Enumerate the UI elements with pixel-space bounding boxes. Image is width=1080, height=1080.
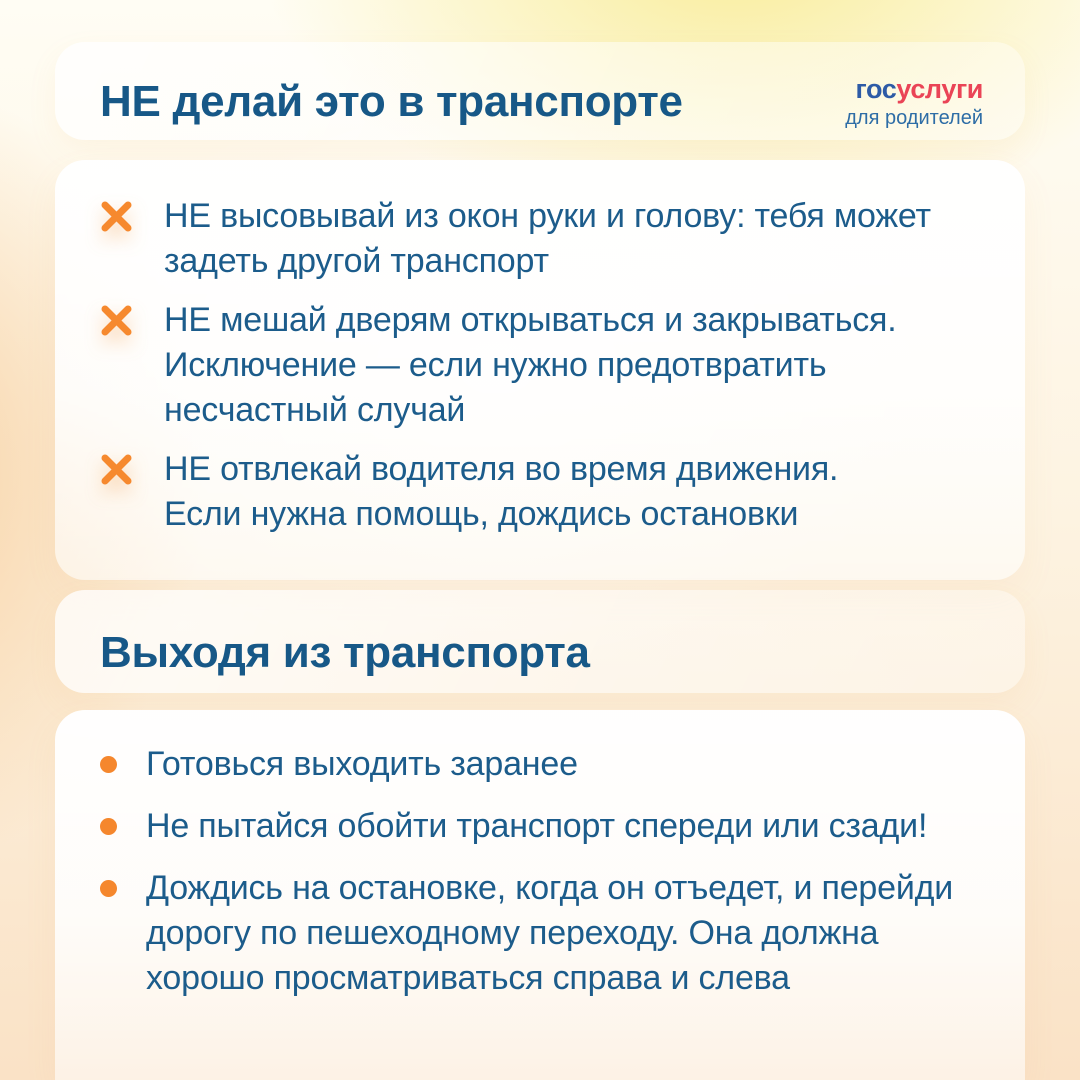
list-item-text [164,298,896,433]
x-icon [98,198,135,235]
page-title: НЕ делай это в транспорте [100,77,683,126]
dont-list-card [55,160,1025,580]
text-line: несчастный случай [164,391,466,429]
text-line: хорошо просматриваться справа и слева [146,959,790,997]
icon-column [98,194,164,240]
list-item [98,298,985,433]
text-line: дорогу по пешеходному переходу. Она должна [146,914,879,952]
logo-part-blue: гос [855,73,897,104]
gosuslugi-logo [845,75,983,130]
text-line: Исключение — если нужно предотвратить [164,346,827,384]
list-item-text [146,804,927,849]
text-line: Если нужна помощь, дождись остановки [164,495,799,533]
text-line: Не пытайся обойти транспорт спереди или сзади! [146,807,928,845]
logo-part-red: услуги [896,73,983,104]
x-icon [98,302,135,339]
text-line: НЕ высовывай из окон руки и голову: тебя может [164,197,931,235]
list-item [98,194,985,284]
gosuslugi-logo-text [845,75,983,105]
text-line: Готовься выходить заранее [146,745,578,783]
list-item-text [146,742,578,787]
section-exit-header [55,590,1025,693]
list-item-text [164,447,838,537]
icon-column [98,866,146,897]
icon-column [98,298,164,344]
icon-column [98,804,146,835]
bullet-dot-icon [100,818,117,835]
bullet-dot-icon [100,756,117,773]
icon-column [98,447,164,493]
list-item [98,866,985,1001]
icon-column [98,742,146,773]
logo-tagline: для родителей [845,107,983,130]
exit-list-card [55,710,1025,1080]
list-item [98,447,985,537]
section-dont-header [55,42,1025,140]
bullet-dot-icon [100,880,117,897]
section-title: Выходя из транспорта [100,627,590,677]
text-line: НЕ мешай дверям открываться и закрываться. [164,301,897,339]
list-item-text [146,866,953,1001]
text-line: Дождись на остановке, когда он отъедет, и перейди [146,869,954,907]
list-item [98,742,985,787]
list-item [98,804,985,849]
text-line: НЕ отвлекай водителя во время движения. [164,450,839,488]
x-icon [98,451,135,488]
text-line: задеть другой транспорт [164,242,549,280]
list-item-text [164,194,931,284]
